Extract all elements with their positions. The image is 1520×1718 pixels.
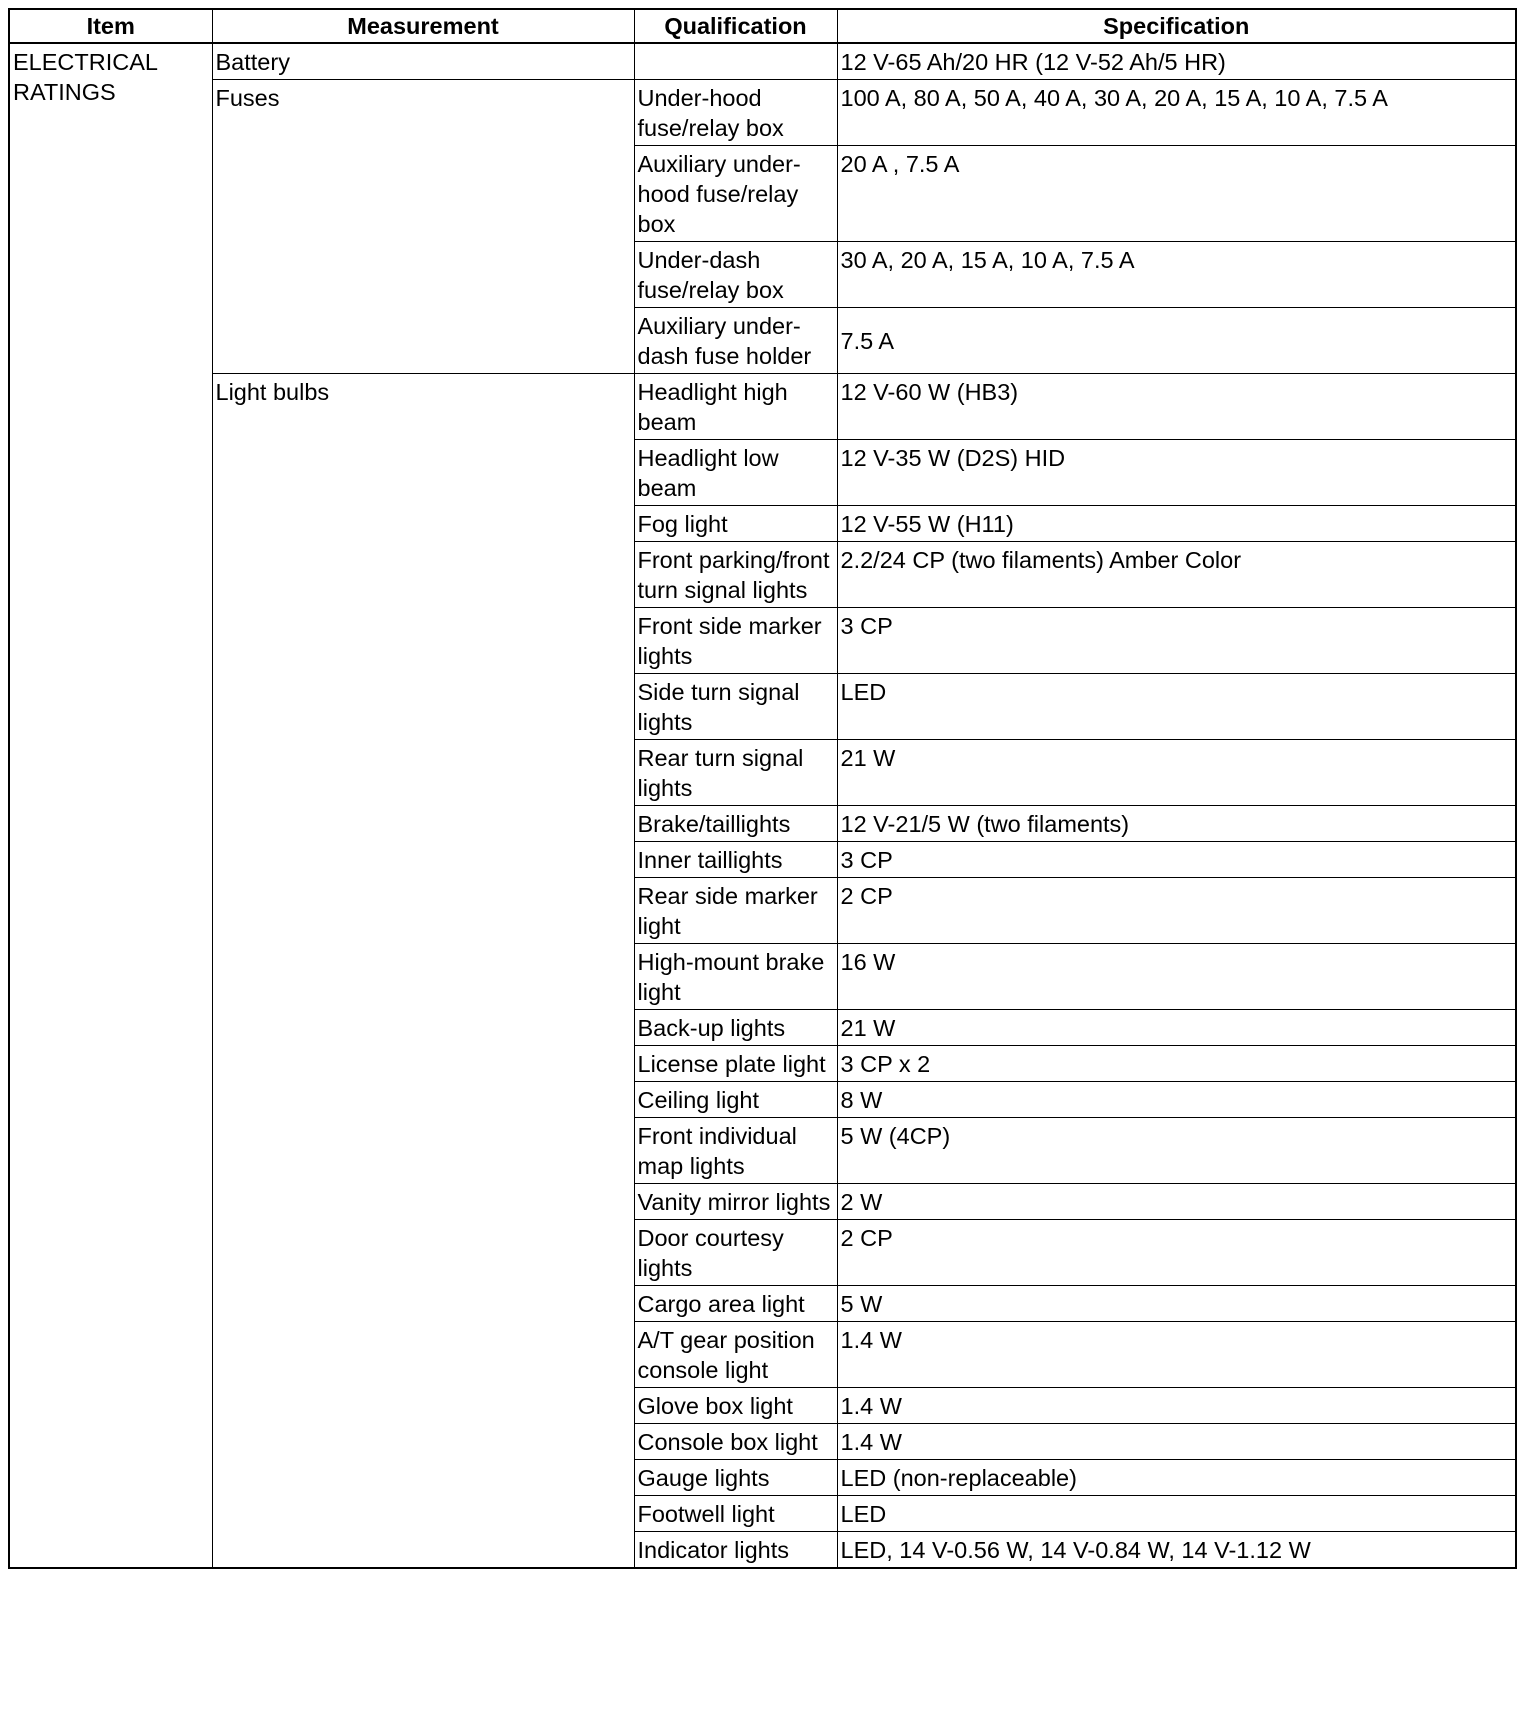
specification-cell: 1.4 W (837, 1322, 1516, 1388)
qualification-cell: Side turn signal lights (634, 674, 837, 740)
header-item: Item (9, 9, 212, 43)
specification-cell: 1.4 W (837, 1424, 1516, 1460)
specification-cell: 2.2/24 CP (two filaments) Amber Color (837, 542, 1516, 608)
specification-cell: 12 V-60 W (HB3) (837, 374, 1516, 440)
specification-cell: 12 V-55 W (H11) (837, 506, 1516, 542)
specification-cell: LED, 14 V-0.56 W, 14 V-0.84 W, 14 V-1.12 W (837, 1532, 1516, 1569)
measurement-cell-fuses: Fuses (212, 80, 634, 374)
electrical-ratings-spec-table (8, 8, 1517, 1569)
header-measurement: Measurement (212, 9, 634, 43)
specification-cell: 1.4 W (837, 1388, 1516, 1424)
qualification-cell: Glove box light (634, 1388, 837, 1424)
specification-cell: 100 A, 80 A, 50 A, 40 A, 30 A, 20 A, 15 A, 10 A, 7.5 A (837, 80, 1516, 146)
qualification-cell: License plate light (634, 1046, 837, 1082)
specification-cell-battery: 12 V-65 Ah/20 HR (12 V-52 Ah/5 HR) (837, 43, 1516, 80)
qualification-cell: Under-dash fuse/relay box (634, 242, 837, 308)
specification-cell: 12 V-21/5 W (two filaments) (837, 806, 1516, 842)
table-body (9, 43, 1516, 1568)
header-qualification: Qualification (634, 9, 837, 43)
specification-cell: 3 CP (837, 608, 1516, 674)
specification-cell: 30 A, 20 A, 15 A, 10 A, 7.5 A (837, 242, 1516, 308)
table-row (9, 80, 1516, 146)
specification-cell: 3 CP (837, 842, 1516, 878)
specification-cell: LED (837, 674, 1516, 740)
specification-cell: 21 W (837, 1010, 1516, 1046)
qualification-cell: A/T gear position console light (634, 1322, 837, 1388)
qualification-cell: Cargo area light (634, 1286, 837, 1322)
specification-cell: 3 CP x 2 (837, 1046, 1516, 1082)
specification-cell: 2 W (837, 1184, 1516, 1220)
qualification-cell: Rear side marker light (634, 878, 837, 944)
specification-cell: 2 CP (837, 878, 1516, 944)
qualification-cell: Inner taillights (634, 842, 837, 878)
qualification-cell: High-mount brake light (634, 944, 837, 1010)
specification-cell: LED (non-replaceable) (837, 1460, 1516, 1496)
table-row (9, 374, 1516, 440)
specification-cell: 8 W (837, 1082, 1516, 1118)
qualification-cell: Back-up lights (634, 1010, 837, 1046)
qualification-cell: Vanity mirror lights (634, 1184, 837, 1220)
table-row (9, 43, 1516, 80)
specification-cell: 16 W (837, 944, 1516, 1010)
header-specification: Specification (837, 9, 1516, 43)
qualification-cell: Front individual map lights (634, 1118, 837, 1184)
specification-cell: 20 A , 7.5 A (837, 146, 1516, 242)
qualification-cell: Auxiliary under-dash fuse holder (634, 308, 837, 374)
qualification-cell: Front side marker lights (634, 608, 837, 674)
specification-cell: 7.5 A (837, 308, 1516, 374)
qualification-cell-battery (634, 43, 837, 80)
qualification-cell: Rear turn signal lights (634, 740, 837, 806)
qualification-cell: Console box light (634, 1424, 837, 1460)
specification-cell: 12 V-35 W (D2S) HID (837, 440, 1516, 506)
qualification-cell: Indicator lights (634, 1532, 837, 1569)
qualification-cell: Gauge lights (634, 1460, 837, 1496)
specification-cell: LED (837, 1496, 1516, 1532)
qualification-cell: Auxiliary under-hood fuse/relay box (634, 146, 837, 242)
qualification-cell: Brake/taillights (634, 806, 837, 842)
qualification-cell: Footwell light (634, 1496, 837, 1532)
qualification-cell: Door courtesy lights (634, 1220, 837, 1286)
measurement-cell-battery: Battery (212, 43, 634, 80)
qualification-cell: Front parking/front turn signal lights (634, 542, 837, 608)
item-cell-electrical-ratings: ELECTRICAL RATINGS (9, 43, 212, 1568)
qualification-cell: Ceiling light (634, 1082, 837, 1118)
qualification-cell: Under-hood fuse/relay box (634, 80, 837, 146)
qualification-cell: Headlight high beam (634, 374, 837, 440)
table-header-row (9, 9, 1516, 43)
measurement-cell-light-bulbs: Light bulbs (212, 374, 634, 1569)
qualification-cell: Headlight low beam (634, 440, 837, 506)
specification-cell: 21 W (837, 740, 1516, 806)
specification-cell: 5 W (4CP) (837, 1118, 1516, 1184)
specification-cell: 2 CP (837, 1220, 1516, 1286)
specification-cell: 5 W (837, 1286, 1516, 1322)
qualification-cell: Fog light (634, 506, 837, 542)
